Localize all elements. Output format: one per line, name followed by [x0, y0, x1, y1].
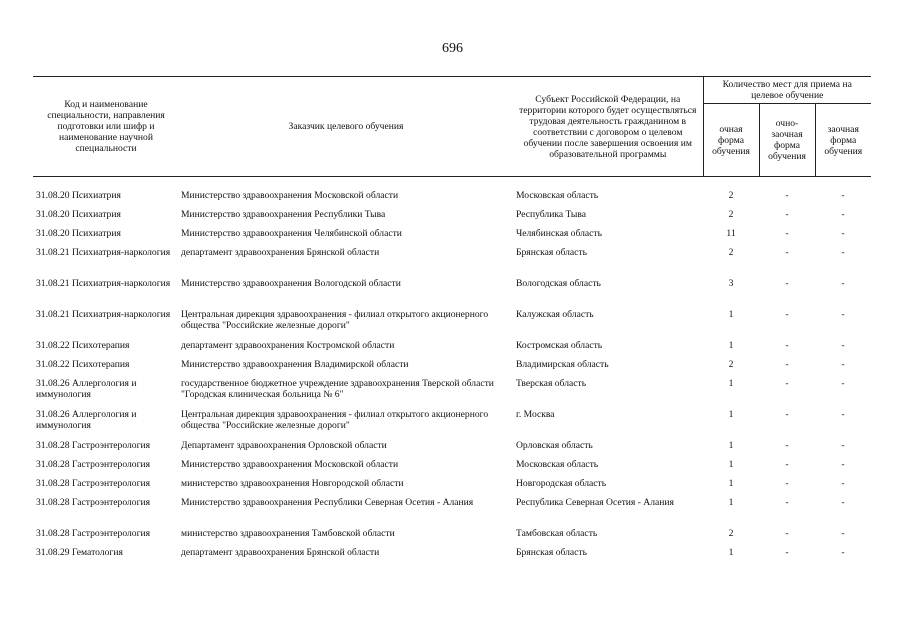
- code-cell: 31.08.20 Психиатрия: [36, 190, 121, 201]
- header-customer: Заказчик целевого обучения: [179, 77, 513, 177]
- distance-count: -: [841, 247, 845, 258]
- full-time-count: 3: [728, 278, 734, 289]
- subject-cell: Республика Северная Осетия - Алания: [516, 497, 674, 508]
- distance-count: -: [841, 340, 845, 351]
- subject-cell: Московская область: [516, 459, 599, 470]
- code-cell: 31.08.21 Психиатрия-наркология: [36, 309, 171, 320]
- code-cell: 31.08.21 Психиатрия-наркология: [36, 247, 171, 258]
- code-cell: 31.08.28 Гастроэнтерология: [36, 440, 151, 451]
- full-time-count: 1: [728, 459, 734, 470]
- code-cell: 31.08.21 Психиатрия-наркология: [36, 278, 171, 289]
- part-time-count: -: [785, 340, 789, 351]
- customer-cell: Министерство здравоохранения Московской области: [181, 190, 399, 201]
- subject-cell: Орловская область: [516, 440, 593, 451]
- full-time-count: 1: [728, 497, 734, 508]
- target-training-table: [33, 76, 871, 565]
- full-time-count: 1: [728, 409, 734, 420]
- full-time-count: 2: [728, 247, 734, 258]
- subject-cell: Брянская область: [516, 547, 588, 558]
- table-header: [33, 77, 871, 177]
- table-row: [33, 458, 871, 477]
- subject-cell: г. Москва: [516, 409, 555, 420]
- part-time-count: -: [785, 359, 789, 370]
- distance-count: -: [841, 528, 845, 539]
- part-time-count: -: [785, 309, 789, 320]
- customer-cell: Министерство здравоохранения Республики Северная Осетия - Алания: [181, 497, 474, 508]
- table-row: [33, 546, 871, 565]
- subject-cell: Брянская область: [516, 247, 588, 258]
- full-time-count: 1: [728, 340, 734, 351]
- customer-cell: министерство здравоохранения Тамбовской области: [181, 528, 395, 539]
- customer-cell: Министерство здравоохранения Челябинской области: [181, 228, 402, 239]
- table-row: [33, 408, 871, 439]
- distance-count: -: [841, 497, 845, 508]
- subject-cell: Костромская область: [516, 340, 603, 351]
- full-time-count: 1: [728, 547, 734, 558]
- distance-count: -: [841, 190, 845, 201]
- subject-cell: Челябинская область: [516, 228, 602, 239]
- subject-cell: Владимирская область: [516, 359, 609, 370]
- customer-cell: Министерство здравоохранения Республики Тыва: [181, 209, 386, 220]
- subject-cell: Калужская область: [516, 309, 594, 320]
- table-row: [33, 208, 871, 227]
- code-cell: 31.08.28 Гастроэнтерология: [36, 459, 151, 470]
- customer-cell: департамент здравоохранения Брянской области: [181, 247, 380, 258]
- customer-cell: государственное бюджетное учреждение здравоохранения Тверской области "Городская клиническая больница № 6": [181, 378, 494, 400]
- part-time-count: -: [785, 190, 789, 201]
- customer-cell: министерство здравоохранения Новгородской области: [181, 478, 404, 489]
- header-code: Код и наименование специальности, направления подготовки или шифр и наименование научной специальности: [33, 77, 179, 177]
- distance-count: -: [841, 478, 845, 489]
- code-cell: 31.08.20 Психиатрия: [36, 209, 121, 220]
- target-training-table-container: [33, 76, 871, 565]
- table-row: [33, 277, 871, 308]
- code-cell: 31.08.28 Гастроэнтерология: [36, 528, 151, 539]
- code-cell: 31.08.29 Гематология: [36, 547, 123, 558]
- table-row: [33, 227, 871, 246]
- customer-cell: Департамент здравоохранения Орловской области: [181, 440, 387, 451]
- part-time-count: -: [785, 378, 789, 389]
- part-time-count: -: [785, 209, 789, 220]
- part-time-count: -: [785, 528, 789, 539]
- full-time-count: 2: [728, 190, 734, 201]
- code-cell: 31.08.26 Аллергология и иммунология: [36, 378, 137, 400]
- customer-cell: Центральная дирекция здравоохранения - филиал открытого акционерного общества "Российские железные дороги": [181, 309, 489, 331]
- full-time-count: 2: [728, 528, 734, 539]
- table-row: [33, 439, 871, 458]
- table-row: [33, 339, 871, 358]
- table-body: [33, 177, 871, 566]
- customer-cell: Министерство здравоохранения Московской области: [181, 459, 399, 470]
- distance-count: -: [841, 209, 845, 220]
- customer-cell: Центральная дирекция здравоохранения - филиал открытого акционерного общества "Российские железные дороги": [181, 409, 489, 431]
- customer-cell: департамент здравоохранения Брянской области: [181, 547, 380, 558]
- code-cell: 31.08.28 Гастроэнтерология: [36, 478, 151, 489]
- subject-cell: Республика Тыва: [516, 209, 586, 220]
- header-distance: заочная форма обучения: [815, 104, 871, 177]
- full-time-count: 1: [728, 309, 734, 320]
- distance-count: -: [841, 278, 845, 289]
- code-cell: 31.08.22 Психотерапия: [36, 359, 130, 370]
- code-cell: 31.08.28 Гастроэнтерология: [36, 497, 151, 508]
- full-time-count: 1: [728, 478, 734, 489]
- part-time-count: -: [785, 459, 789, 470]
- distance-count: -: [841, 309, 845, 320]
- full-time-count: 2: [728, 359, 734, 370]
- table-row: [33, 358, 871, 377]
- part-time-count: -: [785, 440, 789, 451]
- subject-cell: Новгородская область: [516, 478, 607, 489]
- customer-cell: Министерство здравоохранения Вологодской области: [181, 278, 401, 289]
- header-part-time: очно-заочная форма обучения: [759, 104, 815, 177]
- code-cell: 31.08.22 Психотерапия: [36, 340, 130, 351]
- part-time-count: -: [785, 497, 789, 508]
- distance-count: -: [841, 378, 845, 389]
- page-number: 696: [442, 41, 463, 56]
- customer-cell: Министерство здравоохранения Владимирской области: [181, 359, 409, 370]
- part-time-count: -: [785, 228, 789, 239]
- header-full-time: очная форма обучения: [703, 104, 759, 177]
- part-time-count: -: [785, 478, 789, 489]
- distance-count: -: [841, 547, 845, 558]
- full-time-count: 11: [726, 228, 736, 239]
- subject-cell: Вологодская область: [516, 278, 601, 289]
- table-row: [33, 308, 871, 339]
- full-time-count: 1: [728, 440, 734, 451]
- distance-count: -: [841, 359, 845, 370]
- subject-cell: Тамбовская область: [516, 528, 598, 539]
- distance-count: -: [841, 459, 845, 470]
- table-row: [33, 477, 871, 496]
- customer-cell: департамент здравоохранения Костромской области: [181, 340, 395, 351]
- full-time-count: 2: [728, 209, 734, 220]
- distance-count: -: [841, 228, 845, 239]
- table-row: [33, 246, 871, 277]
- part-time-count: -: [785, 247, 789, 258]
- header-places-group: Количество мест для приема на целевое обучение: [703, 77, 871, 104]
- full-time-count: 1: [728, 378, 734, 389]
- header-subject: Субъект Российской Федерации, на территории которого будет осуществляться трудовая деятельность гражданином в соответствии с договором о целевом обучении после завершения освоения им образовательной программы: [513, 77, 703, 177]
- table-row: [33, 377, 871, 408]
- table-row: [33, 496, 871, 527]
- code-cell: 31.08.26 Аллергология и иммунология: [36, 409, 137, 431]
- distance-count: -: [841, 440, 845, 451]
- subject-cell: Тверская область: [516, 378, 587, 389]
- part-time-count: -: [785, 409, 789, 420]
- code-cell: 31.08.20 Психиатрия: [36, 228, 121, 239]
- distance-count: -: [841, 409, 845, 420]
- part-time-count: -: [785, 547, 789, 558]
- table-row: [33, 527, 871, 546]
- subject-cell: Московская область: [516, 190, 599, 201]
- table-row: [33, 189, 871, 208]
- part-time-count: -: [785, 278, 789, 289]
